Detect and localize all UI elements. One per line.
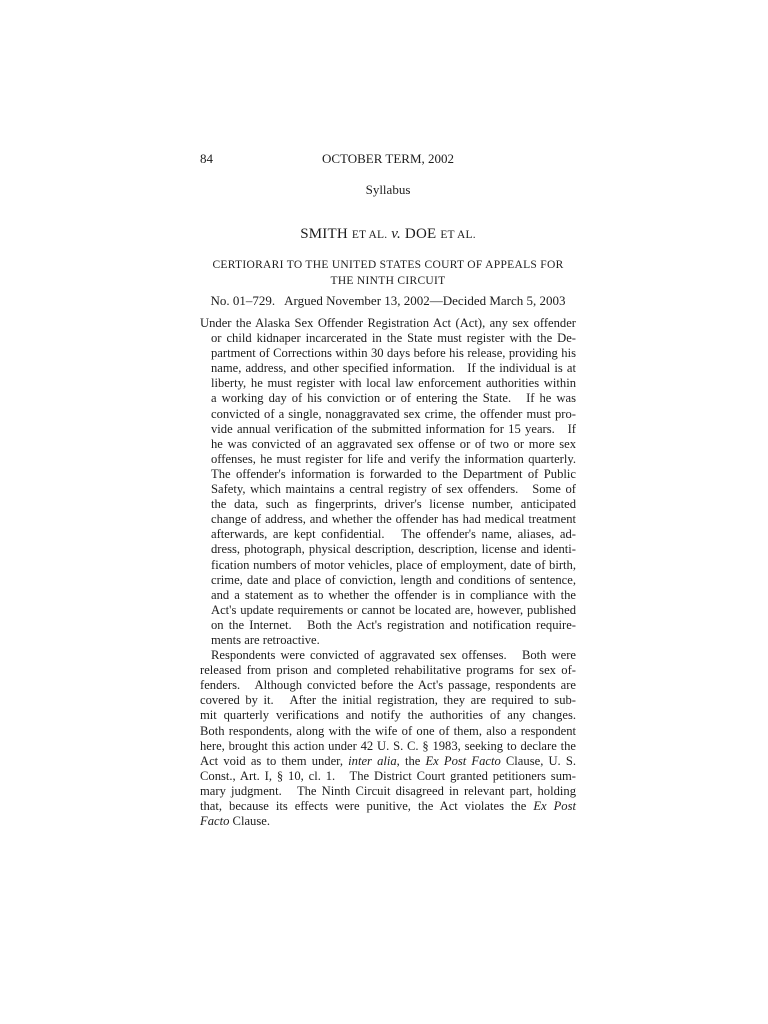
- paragraph-1-line: convicted of a single, nonaggravated sex crime, the offender must pro-: [211, 406, 576, 421]
- versus: v.: [391, 226, 401, 242]
- text-run: Clause, U. S.: [500, 753, 576, 768]
- text-run: , the: [396, 753, 426, 768]
- paragraph-2: [200, 648, 576, 829]
- paragraph-1-line: he was convicted of an aggravated sex offense or of two or more sex: [211, 436, 576, 451]
- paragraph-2-line: [200, 754, 576, 769]
- paragraph-2-line: Respondents were convicted of aggravated sex offenses. Both were: [211, 648, 576, 663]
- docket-line: No. 01–729. Argued November 13, 2002—Decided March 5, 2003: [210, 293, 566, 308]
- certiorari-heading: [200, 257, 576, 289]
- paragraph-1-line: crime, date and place of conviction, length and conditions of sentence,: [211, 572, 576, 587]
- case-title: [200, 226, 576, 243]
- italic-ex-post-facto: Ex Post Facto: [425, 753, 501, 768]
- paragraph-2-line: fenders. Although convicted before the Act's passage, respondents are: [200, 678, 576, 693]
- term-heading: OCTOBER TERM, 2002: [321, 151, 455, 166]
- paragraph-2-line: mit quarterly verifications and notify the authorities of any changes.: [200, 708, 576, 723]
- paragraph-1-line: ments are retroactive.: [211, 632, 320, 647]
- petitioner-name: SMITH: [300, 226, 348, 242]
- paragraph-1-line: Under the Alaska Sex Offender Registration Act (Act), any sex offender: [200, 316, 576, 330]
- paragraph-1-line: liberty, he must register with local law enforcement authorities within: [211, 376, 576, 391]
- paragraph-1-line: and a statement as to whether the offender is in compliance with the: [211, 587, 576, 602]
- page-number: 84: [200, 151, 213, 166]
- paragraph-1-line: partment of Corrections within 30 days before his release, providing his: [211, 346, 576, 361]
- paragraph-1-line: Safety, which maintains a central registry of sex offenders. Some of: [211, 482, 576, 497]
- respondent-name: DOE: [404, 226, 437, 242]
- paragraph-2-line: covered by it. After the initial registration, they are required to sub-: [200, 693, 576, 708]
- paragraph-1-line: Act's update requirements or cannot be located are, however, published: [211, 602, 576, 617]
- section-label: Syllabus: [365, 182, 411, 197]
- paragraph-1: [200, 316, 576, 648]
- text-run: Act void as to them under,: [200, 753, 349, 768]
- italic-inter-alia: inter alia: [348, 753, 397, 768]
- italic-facto: Facto: [200, 814, 230, 829]
- paragraph-2-line: released from prison and completed rehabilitative programs for sex of-: [200, 663, 576, 678]
- certiorari-line-1: CERTIORARI TO THE UNITED STATES COURT OF APPEALS FOR: [212, 259, 564, 271]
- petitioner-et-al: ET AL.: [351, 229, 388, 241]
- paragraph-2-line: mary judgment. The Ninth Circuit disagreed in relevant part, holding: [200, 783, 576, 798]
- paragraph-1-line: on the Internet. Both the Act's registration and notification require-: [211, 617, 576, 632]
- paragraph-1-line: offenses, he must register for life and verify the information quarterly.: [211, 451, 576, 466]
- respondent-et-al: ET AL.: [440, 229, 476, 241]
- paragraph-1-line: dress, photograph, physical description, description, license and identi-: [211, 542, 576, 557]
- paragraph-1-line: name, address, and other specified information. If the individual is at: [211, 361, 576, 376]
- paragraph-1-line: a working day of his conviction or of entering the State. If he was: [211, 391, 576, 406]
- paragraph-2-line: Both respondents, along with the wife of one of them, also a respondent: [200, 723, 576, 738]
- paragraph-2-line: [200, 799, 576, 814]
- running-head: [200, 151, 576, 169]
- paragraph-1-line: change of address, and whether the offender has had medical treatment: [211, 512, 576, 527]
- syllabus-body: [200, 316, 576, 829]
- paragraph-2-line: [200, 814, 576, 829]
- italic-ex-post: Ex Post: [533, 799, 577, 813]
- paragraph-2-line: here, brought this action under 42 U. S. C. § 1983, seeking to declare the: [200, 738, 576, 753]
- paragraph-1-line: The offender's information is forwarded to the Department of Public: [211, 466, 576, 481]
- paragraph-1-line: fication numbers of motor vehicles, place of employment, date of birth,: [211, 557, 576, 572]
- certiorari-line-2: THE NINTH CIRCUIT: [330, 275, 446, 287]
- paragraph-1-line: or child kidnaper incarcerated in the State must register with the De-: [211, 331, 576, 346]
- text-run: that, because its effects were punitive, the Act violates the: [200, 799, 534, 813]
- text-run: Clause.: [229, 814, 270, 829]
- paragraph-2-line: Const., Art. I, § 10, cl. 1. The District Court granted petitioners sum-: [200, 768, 576, 783]
- paragraph-1-line: afterwards, are kept confidential. The offender's name, aliases, ad-: [211, 527, 576, 542]
- paragraph-1-line: the data, such as fingerprints, driver's license number, anticipated: [211, 497, 576, 512]
- paragraph-1-line: vide annual verification of the submitted information for 15 years. If: [211, 421, 576, 436]
